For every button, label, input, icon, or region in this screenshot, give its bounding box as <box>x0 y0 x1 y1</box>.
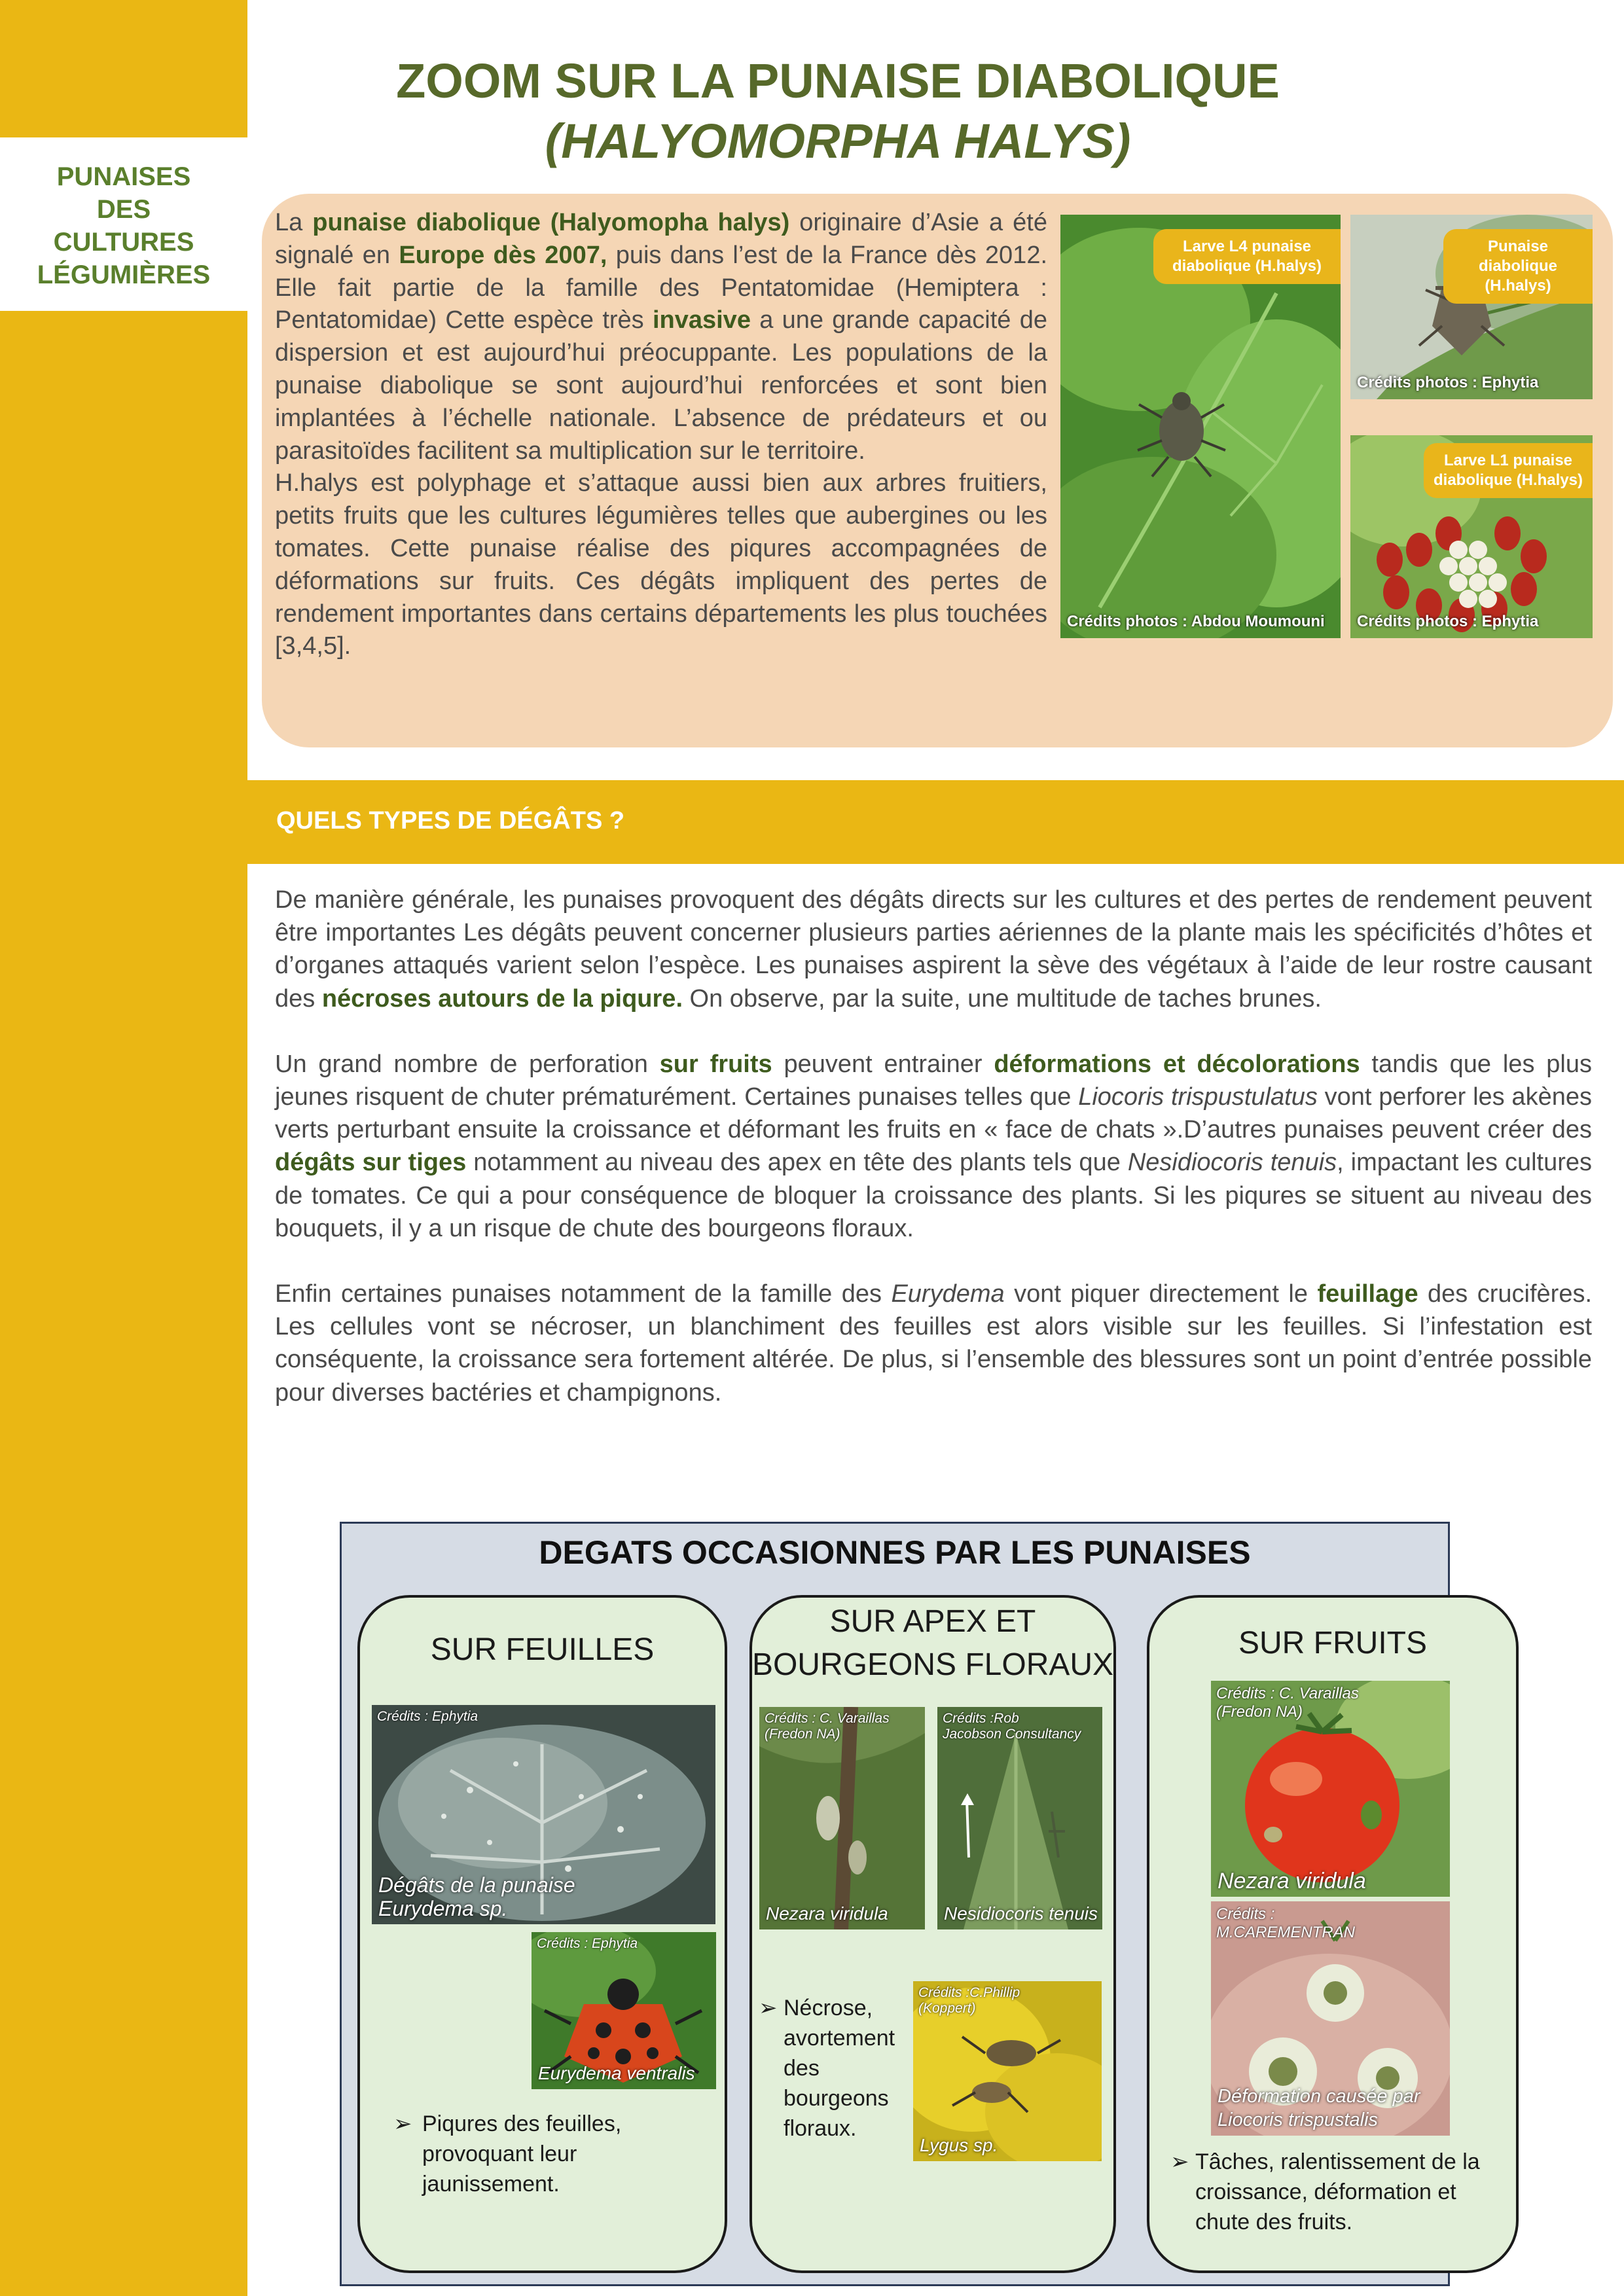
sidebar-line-2: DES <box>96 195 151 224</box>
body-text <box>275 884 1592 1442</box>
sidebar-line-4: LÉGUMIÈRES <box>37 260 211 289</box>
intro-text-run: La <box>275 209 313 236</box>
leaves-photo-eurydema-damage <box>372 1705 715 1924</box>
apex-bullet <box>759 1993 895 2144</box>
page-title-main: ZOOM SUR LA PUNAISE DIABOLIQUE <box>396 54 1280 108</box>
body-text-run: De manière générale, les punaises provoquent des dégâts directs sur les cultures et des pertes de rendement peuvent être importantes Les dégâts peuvent concerner plusieurs parties aériennes de la plante mais les spécificités d’hôtes et d’organes attaqués varient selon l’espèce. Les punaises aspirent la sève des végétaux à l’aide de leur rostre causant des <box>275 886 1592 1013</box>
page-title <box>301 51 1375 171</box>
column-apex-title <box>749 1600 1116 1687</box>
apex-photo-1-caption: Nezara viridula <box>766 1903 888 1924</box>
photo-larva-l1-label: Larve L1 punaise diabolique (H.halys) <box>1424 443 1593 498</box>
intro-text <box>275 207 1047 663</box>
fruits-photo-2-caption: Déformation causée par Liocoris trispustalis <box>1218 2086 1420 2130</box>
photo-larva-l4 <box>1060 215 1341 638</box>
body-highlight-foliage: feuillage <box>1317 1280 1418 1308</box>
apex-photo-lygus <box>913 1981 1102 2161</box>
photo-larva-l4-label: Larve L4 punaise diabolique (H.halys) <box>1153 229 1341 284</box>
fruits-photo-liocoris <box>1211 1901 1450 2136</box>
intro-text-run: puis dans l’est de la France dès 2012. Elle fait partie de la famille des Pentatomidae (Hemiptera : Pentatomidae) Cette espèce très <box>275 241 1048 334</box>
intro-highlight-invasive: invasive <box>652 306 751 334</box>
photo-larva-l1-credit: Crédits photos : Ephytia <box>1357 613 1539 630</box>
body-text-run: tandis que les plus jeunes risquent de chuter prématurément. Certaines punaises telles que <box>275 1050 1592 1111</box>
column-leaves-title: SUR FEUILLES <box>430 1632 655 1667</box>
intro-paragraph-2: H.halys est polyphage et s’attaque aussi bien aux arbres fruitiers, petits fruits que les cultures légumières telles que aubergines ou les tomates. Cette punaise réalise des piqures accompagnées de déformations sur fruits. Ces dégâts impliquent des pertes de rendement importantes dans certains départements les plus touchées [3,4,5]. <box>275 469 1047 660</box>
fruits-photo-1-credit: Crédits : C. Varaillas (Fredon NA) <box>1216 1685 1359 1721</box>
apex-photo-3-caption: Lygus sp. <box>920 2135 998 2155</box>
body-text-run: vont perforer les akènes verts perturbant ensuite la croissance et déformant les fruits en « face de chats ».D’autres punaises peuvent créer des <box>275 1083 1592 1144</box>
bullet-arrow-icon: ➢ <box>1170 2149 1189 2174</box>
intro-text-run: originaire d’Asie a été signalé en <box>275 209 1047 269</box>
photo-adult <box>1350 215 1593 399</box>
body-species-nesidiocoris: Nesidiocoris tenuis <box>1127 1149 1337 1177</box>
bullet-arrow-icon: ➢ <box>393 2111 412 2136</box>
photo-adult-credit: Crédits photos : Ephytia <box>1357 374 1539 391</box>
body-highlight-necrosis: nécroses autours de la piqure. <box>321 984 683 1013</box>
column-apex-title-line-2: BOURGEONS FLORAUX <box>751 1647 1114 1682</box>
left-color-band <box>0 0 247 2296</box>
sidebar-line-3: CULTURES <box>53 228 194 257</box>
apex-photo-3-credit: Crédits :C.Phillip (Koppert) <box>918 1985 1020 2016</box>
apex-bullet-text: Nécrose, avortement des bourgeons floraux. <box>784 1996 895 2141</box>
body-text-run: On observe, par la suite, une multitude de taches brunes. <box>683 984 1322 1013</box>
body-text-run: peuvent entrainer <box>772 1050 994 1078</box>
sidebar-line-1: PUNAISES <box>56 162 191 191</box>
section-title: QUELS TYPES DE DÉGÂTS ? <box>276 807 625 834</box>
leaves-bullet-text: Piqures des feuilles, provoquant leur jaunissement. <box>422 2111 622 2197</box>
body-paragraph-1 <box>275 884 1592 1015</box>
apex-photo-nesidiocoris <box>937 1707 1102 1929</box>
intro-paragraph-1 <box>275 207 1047 467</box>
leaves-photo-2-credit: Crédits : Ephytia <box>537 1936 638 1951</box>
body-highlight-fruits: sur fruits <box>659 1050 772 1078</box>
photo-larva-l4-credit: Crédits photos : Abdou Moumouni <box>1067 613 1325 630</box>
apex-photo-2-caption: Nesidiocoris tenuis <box>944 1903 1098 1924</box>
fruits-bullet-text: Tâches, ralentissement de la croissance, déformation et chute des fruits. <box>1195 2149 1480 2234</box>
body-text-run: notamment au niveau des apex en tête des plants tels que <box>466 1149 1128 1177</box>
page-title-subtitle: (HALYOMORPHA HALYS) <box>545 114 1131 168</box>
fruits-photo-2-credit: Crédits : M.CAREMENTRAN <box>1216 1905 1356 1941</box>
infographic-column-apex <box>749 1595 1116 2273</box>
intro-highlight-europe: Europe dès 2007, <box>399 241 607 269</box>
bullet-arrow-icon: ➢ <box>759 1996 778 2020</box>
body-text-run: Un grand nombre de perforation <box>275 1050 660 1078</box>
column-apex-title-line-1: SUR APEX ET <box>829 1604 1036 1639</box>
photo-larva-l1 <box>1350 435 1593 638</box>
intro-highlight-species: punaise diabolique (Halyomopha halys) <box>312 209 790 236</box>
leaves-photo-1-caption: Dégâts de la punaise Eurydema sp. <box>378 1873 575 1920</box>
intro-text-run: a une grande capacité de dispersion et est aujourd’hui préocuppante. Les populations de la punaise diabolique se sont aujourd’hui renforcées et sont bien implantées à l’échelle nationale. L’absence de prédateurs et ou parasitoïdes facilitent sa multiplication sur le territoire. <box>275 306 1047 465</box>
infographic-title: DEGATS OCCASIONNES PAR LES PUNAISES <box>539 1534 1251 1571</box>
body-highlight-deformations: déformations et décolorations <box>994 1050 1360 1078</box>
photo-adult-label: Punaise diabolique (H.halys) <box>1443 229 1593 304</box>
apex-photo-nezara <box>759 1707 925 1929</box>
fruits-bullet <box>1170 2147 1480 2237</box>
body-text-run: , impactant les cultures de tomates. Ce qui a pour conséquence de bloquer la croissance des plants. Si les piqures se situent au niveau des bouquets, il y a un risque de chute des bourgeons floraux. <box>275 1149 1593 1242</box>
fruits-photo-nezara <box>1211 1681 1450 1897</box>
leaves-photo-2-caption: Eurydema ventralis <box>538 2063 695 2083</box>
sidebar-category-label <box>0 160 247 291</box>
apex-photo-1-credit: Crédits : C. Varaillas (Fredon NA) <box>765 1711 890 1742</box>
body-text-run: Enfin certaines punaises notamment de la famille des <box>275 1280 892 1308</box>
fruits-photo-1-caption: Nezara viridula <box>1218 1869 1366 1893</box>
body-text-run: des crucifères. Les cellules vont se nécroser, un blanchiment des feuilles est alors visible sur les feuilles. Si l’infestation est conséquente, la croissance sera fortement altérée. De plus, si l’ensemble des blessures sont un point d’entrée possible pour diverses bactéries et champignons. <box>275 1280 1593 1407</box>
body-text-run: vont piquer directement le <box>1004 1280 1318 1308</box>
column-fruits-title: SUR FRUITS <box>1238 1626 1427 1660</box>
leaves-photo-1-credit: Crédits : Ephytia <box>377 1709 478 1724</box>
leaves-bullet <box>393 2109 622 2199</box>
body-paragraph-2 <box>275 1048 1592 1245</box>
body-species-eurydema: Eurydema <box>891 1280 1005 1308</box>
body-highlight-stems: dégâts sur tiges <box>275 1149 467 1177</box>
apex-photo-2-credit: Crédits :Rob Jacobson Consultancy <box>943 1711 1081 1742</box>
body-paragraph-3 <box>275 1278 1592 1409</box>
body-species-liocoris: Liocoris trispustulatus <box>1078 1083 1318 1111</box>
leaves-photo-eurydema-ventralis <box>532 1932 716 2089</box>
